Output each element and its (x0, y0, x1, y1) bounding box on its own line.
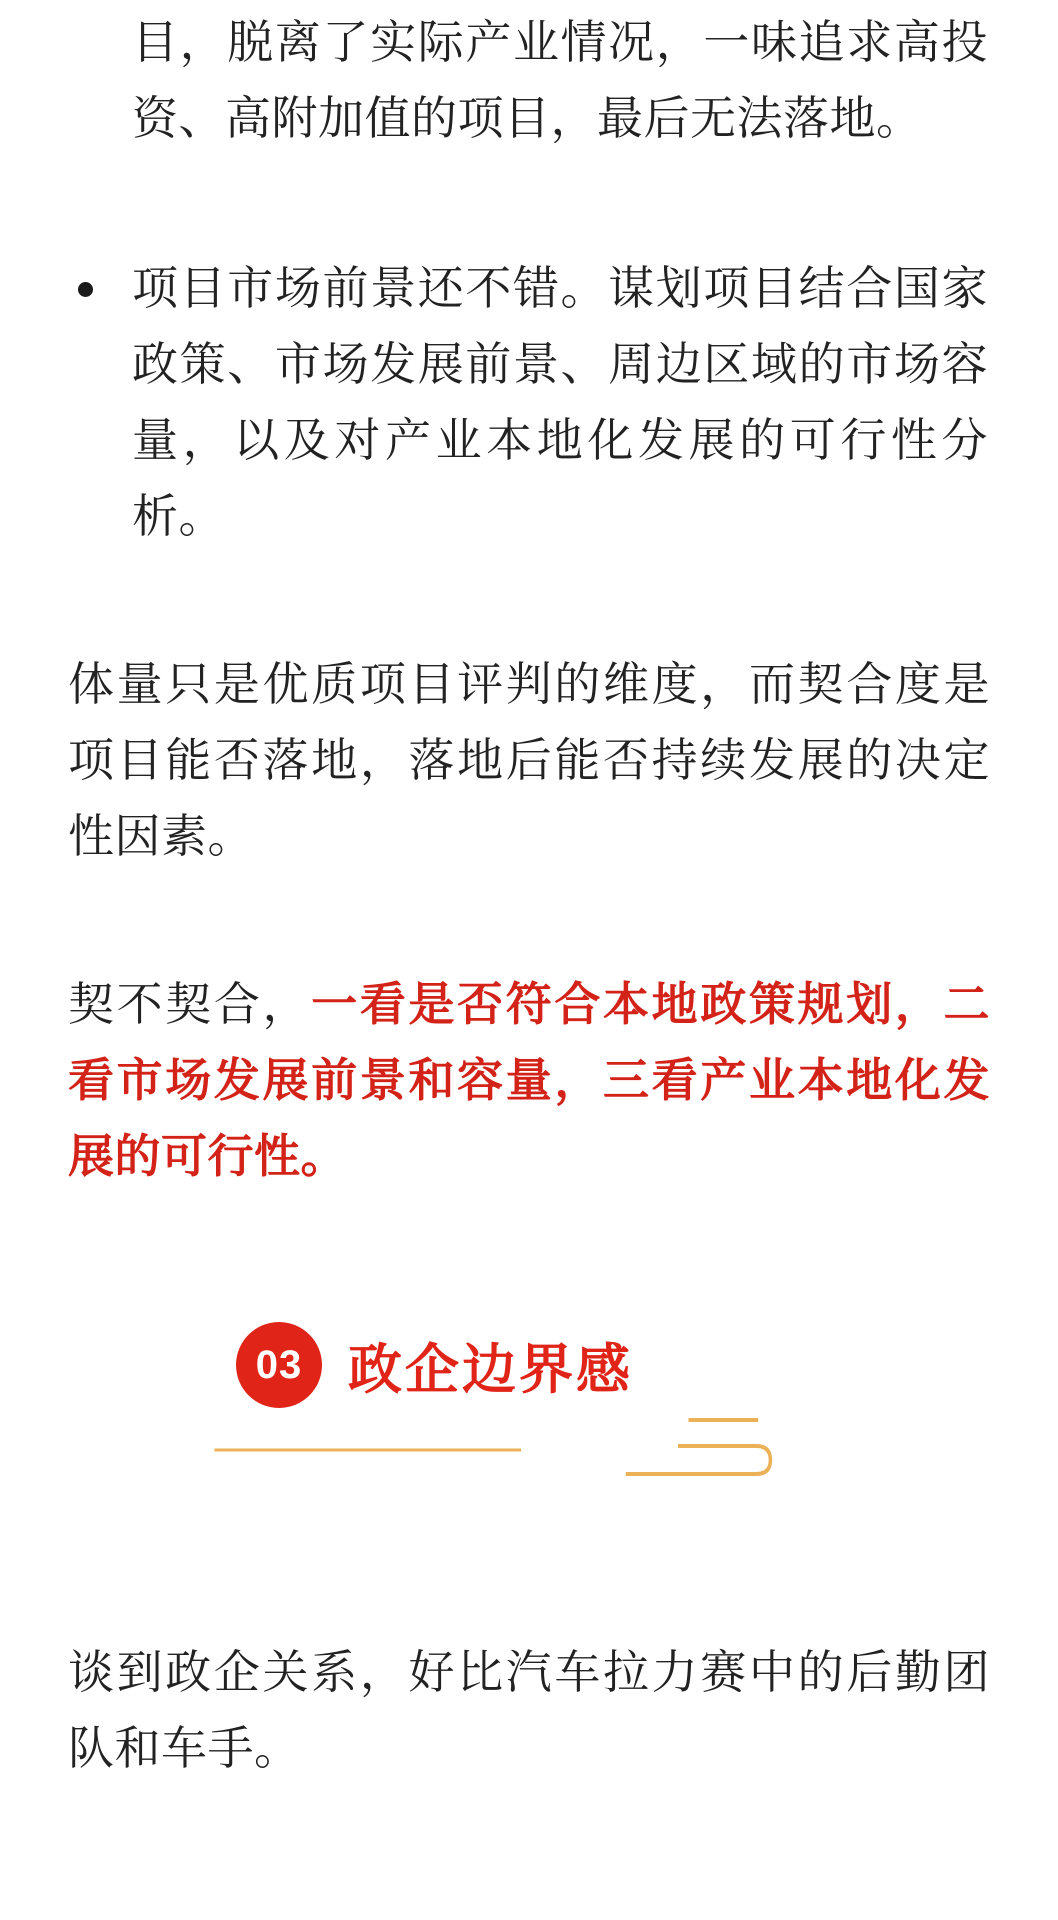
closing-paragraph: 谈到政企关系，好比汽车拉力赛中的后勤团队和车手。 (68, 1646, 990, 1774)
section-heading (68, 1322, 990, 1512)
section-number-badge: 03 (236, 1322, 322, 1408)
list-item-text: 项目市场前景还不错。谋划项目结合国家政策、市场发展前景、周边区域的市场容量，以及对产业本地化发展的可行性分析。 (132, 262, 988, 542)
bullet-list (68, 250, 990, 554)
highlight-paragraph (68, 966, 990, 1194)
bullet-dot-icon (78, 282, 93, 297)
heading-inner (68, 1322, 990, 1408)
list-item (68, 250, 990, 554)
body-paragraph: 体量只是优质项目评判的维度，而契合度是项目能否落地，落地后能否持续发展的决定性因素。 (68, 658, 990, 862)
highlight-emphasis: 一看是否符合本地政策规划，二看市场发展前景和容量，三看产业本地化发展的可行性。 (68, 978, 991, 1182)
highlight-lead: 契不契合， (68, 978, 312, 1030)
section-title: 政企边界感 (348, 1337, 633, 1401)
continued-paragraph: 目，脱离了实际产业情况，一味追求高投资、高附加值的项目，最后无法落地。 (132, 16, 988, 144)
